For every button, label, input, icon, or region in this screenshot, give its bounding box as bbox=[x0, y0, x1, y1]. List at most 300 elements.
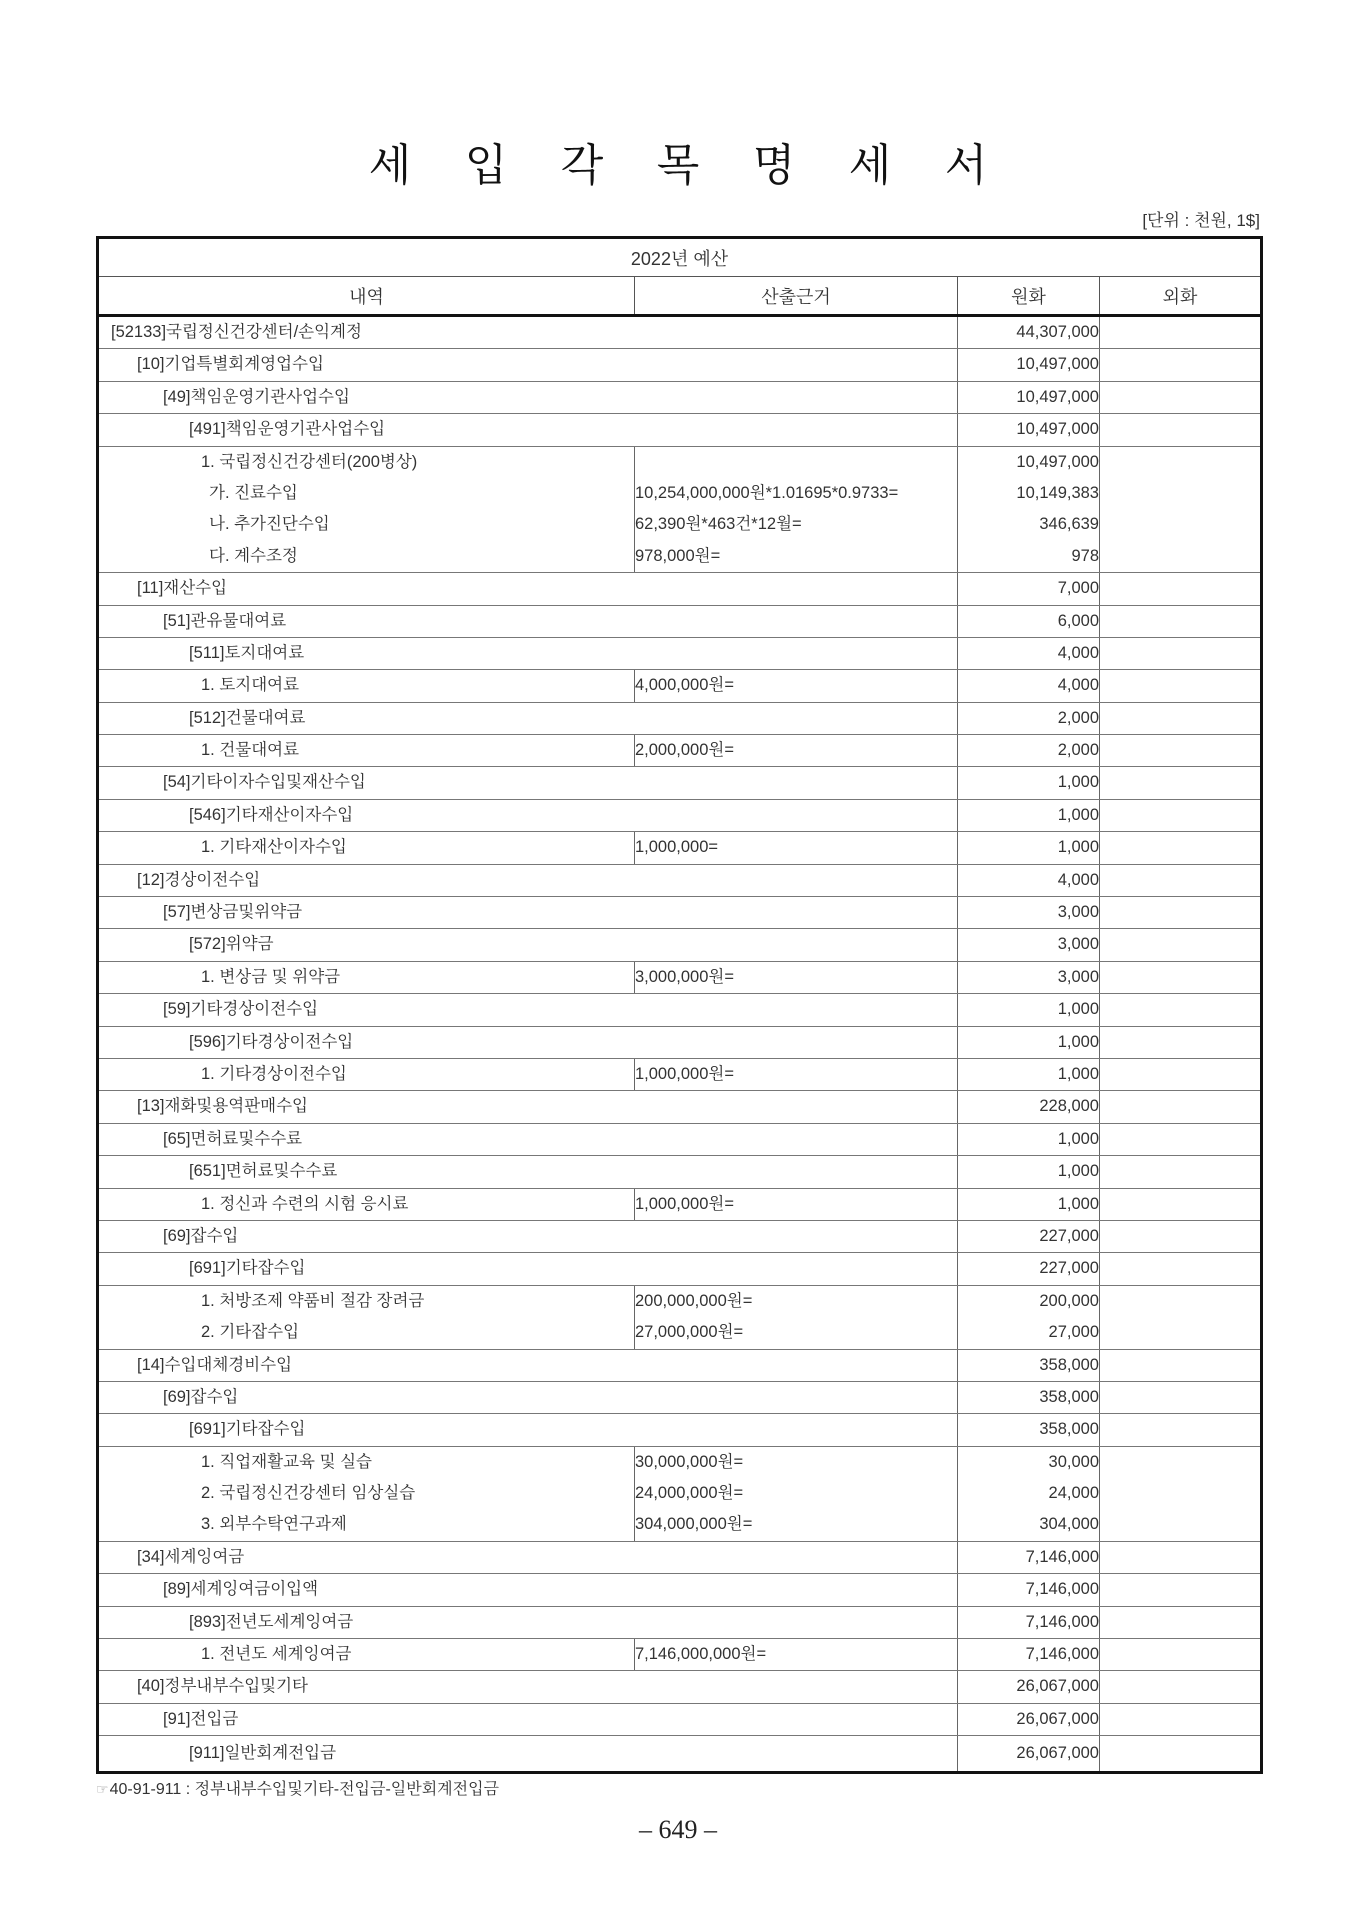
foreign-amount bbox=[1100, 865, 1260, 896]
item-description: 1. 국립정신건강센터(200병상) bbox=[201, 452, 418, 471]
foreign-amount bbox=[1100, 1382, 1260, 1413]
krw-amount: 358,000 bbox=[1039, 1420, 1099, 1439]
column-header-basis: 산출근거 bbox=[635, 277, 958, 316]
item-description: [572]위약금 bbox=[189, 935, 274, 954]
description-cell bbox=[98, 1220, 958, 1252]
title-char: 세 bbox=[368, 140, 412, 191]
krw-amount: 3,000 bbox=[1057, 967, 1099, 986]
calculation-basis: 1,000,000= bbox=[635, 838, 719, 857]
revenue-detail-table bbox=[96, 236, 1263, 1774]
foreign-amount-cell bbox=[1100, 1091, 1262, 1123]
item-description: [893]전년도세계잉여금 bbox=[189, 1612, 354, 1631]
krw-amount-cell bbox=[958, 1446, 1100, 1541]
table-row bbox=[98, 349, 1262, 381]
krw-amount-cell bbox=[958, 1349, 1100, 1381]
item-description: [65]면허료및수수료 bbox=[163, 1129, 303, 1148]
krw-amount: 200,000 bbox=[1039, 1291, 1099, 1310]
foreign-amount bbox=[1100, 1317, 1260, 1348]
krw-amount: 7,146,000 bbox=[1025, 1645, 1099, 1664]
krw-amount: 227,000 bbox=[1039, 1226, 1099, 1245]
krw-amount-cell bbox=[958, 864, 1100, 896]
item-description: [51]관유물대여료 bbox=[163, 611, 287, 630]
title-char: 서 bbox=[944, 140, 988, 191]
foreign-amount-cell bbox=[1100, 994, 1262, 1026]
description-cell bbox=[98, 446, 635, 573]
foreign-amount-cell bbox=[1100, 1349, 1262, 1381]
table-row bbox=[98, 1414, 1262, 1446]
table-row bbox=[98, 1703, 1262, 1735]
foreign-amount bbox=[1100, 573, 1260, 604]
krw-amount-cell bbox=[958, 1058, 1100, 1090]
foreign-amount bbox=[1100, 541, 1260, 572]
basis-cell bbox=[635, 1285, 958, 1349]
krw-amount-cell bbox=[958, 735, 1100, 767]
table-row bbox=[98, 605, 1262, 637]
item-description: [691]기타잡수입 bbox=[189, 1259, 306, 1278]
description-cell bbox=[98, 1703, 958, 1735]
table-row bbox=[98, 1446, 1262, 1541]
foreign-amount bbox=[1100, 1639, 1260, 1670]
basis-cell bbox=[635, 832, 958, 864]
basis-cell bbox=[635, 1639, 958, 1671]
foreign-amount-cell bbox=[1100, 1414, 1262, 1446]
foreign-amount bbox=[1100, 1509, 1260, 1540]
table-row bbox=[98, 316, 1262, 349]
krw-amount: 24,000 bbox=[1048, 1484, 1099, 1503]
krw-amount: 7,146,000 bbox=[1025, 1612, 1099, 1631]
calculation-basis: 1,000,000원= bbox=[635, 1064, 734, 1083]
foreign-amount-cell bbox=[1100, 605, 1262, 637]
table-row bbox=[98, 1574, 1262, 1606]
krw-amount: 30,000 bbox=[1048, 1452, 1099, 1471]
item-description: 1. 전년도 세계잉여금 bbox=[201, 1645, 352, 1664]
description-cell bbox=[98, 735, 635, 767]
krw-amount-cell bbox=[958, 799, 1100, 831]
krw-amount-cell bbox=[958, 637, 1100, 669]
krw-amount: 7,146,000 bbox=[1025, 1580, 1099, 1599]
item-description: [651]면허료및수수료 bbox=[189, 1162, 338, 1181]
krw-amount-cell bbox=[958, 1703, 1100, 1735]
item-description: 1. 기타경상이전수입 bbox=[201, 1064, 347, 1083]
calculation-basis: 2,000,000원= bbox=[635, 741, 734, 760]
item-description: 1. 처방조제 약품비 절감 장려금 bbox=[201, 1291, 425, 1310]
table-row bbox=[98, 670, 1262, 702]
krw-amount: 26,067,000 bbox=[1016, 1677, 1099, 1696]
krw-amount: 304,000 bbox=[1039, 1515, 1099, 1534]
budget-year-header: 2022년 예산 bbox=[98, 238, 1262, 277]
foreign-amount bbox=[1100, 606, 1260, 637]
footnote bbox=[96, 1778, 1356, 1800]
description-cell bbox=[98, 799, 958, 831]
item-description: 1. 건물대여료 bbox=[201, 741, 300, 760]
krw-amount: 44,307,000 bbox=[1016, 323, 1099, 341]
title-char: 명 bbox=[752, 140, 796, 191]
table-row bbox=[98, 446, 1262, 573]
krw-amount-cell bbox=[958, 1156, 1100, 1188]
krw-amount: 1,000 bbox=[1057, 838, 1099, 857]
foreign-amount bbox=[1100, 1189, 1260, 1220]
description-cell bbox=[98, 573, 958, 605]
krw-amount-cell bbox=[958, 1606, 1100, 1638]
krw-amount-cell bbox=[958, 1091, 1100, 1123]
foreign-amount-cell bbox=[1100, 1188, 1262, 1220]
krw-amount: 1,000 bbox=[1057, 1194, 1099, 1213]
table-row bbox=[98, 637, 1262, 669]
description-cell bbox=[98, 1156, 958, 1188]
item-description: [69]잡수입 bbox=[163, 1226, 239, 1245]
table-row bbox=[98, 1123, 1262, 1155]
table-row bbox=[98, 1156, 1262, 1188]
krw-amount: 978 bbox=[1071, 546, 1099, 565]
description-cell bbox=[98, 1606, 958, 1638]
basis-cell bbox=[635, 1058, 958, 1090]
calculation-basis: 978,000원= bbox=[635, 546, 721, 565]
basis-cell bbox=[635, 1188, 958, 1220]
foreign-amount bbox=[1100, 1350, 1260, 1381]
item-description: 1. 정신과 수련의 시험 응시료 bbox=[201, 1194, 409, 1213]
item-description: [911]일반회계전입금 bbox=[189, 1744, 337, 1763]
foreign-amount bbox=[1100, 1542, 1260, 1573]
item-description: [49]책임운영기관사업수입 bbox=[163, 387, 350, 406]
basis-cell bbox=[635, 961, 958, 993]
krw-amount-cell bbox=[958, 767, 1100, 799]
krw-amount-cell bbox=[958, 702, 1100, 734]
calculation-basis: 27,000,000원= bbox=[635, 1323, 744, 1342]
foreign-amount bbox=[1100, 1253, 1260, 1284]
column-header-description: 내역 bbox=[98, 277, 635, 316]
foreign-amount-cell bbox=[1100, 1156, 1262, 1188]
description-cell bbox=[98, 349, 958, 381]
description-cell bbox=[98, 832, 635, 864]
item-description: [57]변상금및위약금 bbox=[163, 903, 303, 922]
foreign-amount bbox=[1100, 767, 1260, 798]
krw-amount-cell bbox=[958, 1736, 1100, 1773]
description-cell bbox=[98, 1123, 958, 1155]
table-row bbox=[98, 1541, 1262, 1573]
foreign-amount-cell bbox=[1100, 446, 1262, 573]
calculation-basis: 4,000,000원= bbox=[635, 676, 734, 695]
table-row bbox=[98, 994, 1262, 1026]
krw-amount-cell bbox=[958, 670, 1100, 702]
foreign-amount bbox=[1100, 994, 1260, 1025]
krw-amount: 1,000 bbox=[1057, 805, 1099, 824]
item-description: 1. 토지대여료 bbox=[201, 676, 300, 695]
item-description: [12]경상이전수입 bbox=[137, 870, 261, 889]
item-description: [511]토지대여료 bbox=[189, 643, 305, 662]
foreign-amount bbox=[1100, 1607, 1260, 1638]
krw-amount: 346,639 bbox=[1039, 515, 1099, 534]
description-cell bbox=[98, 316, 958, 349]
description-cell bbox=[98, 1381, 958, 1413]
foreign-amount-cell bbox=[1100, 414, 1262, 446]
krw-amount: 3,000 bbox=[1057, 935, 1099, 954]
krw-amount: 1,000 bbox=[1057, 773, 1099, 792]
table-row bbox=[98, 735, 1262, 767]
table-row bbox=[98, 897, 1262, 929]
item-description: [52133]국립정신건강센터/손익계정 bbox=[111, 323, 362, 341]
foreign-amount-cell bbox=[1100, 929, 1262, 961]
foreign-amount-cell bbox=[1100, 1253, 1262, 1285]
calculation-basis: 10,254,000,000원*1.01695*0.9733= bbox=[635, 483, 899, 502]
foreign-amount-cell bbox=[1100, 1703, 1262, 1735]
foreign-amount-cell bbox=[1100, 897, 1262, 929]
foreign-amount-cell bbox=[1100, 799, 1262, 831]
krw-amount: 1,000 bbox=[1057, 1129, 1099, 1148]
krw-amount: 4,000 bbox=[1057, 643, 1099, 662]
item-description: [596]기타경상이전수입 bbox=[189, 1032, 354, 1051]
foreign-amount bbox=[1100, 1447, 1260, 1478]
item-description: [546]기타재산이자수입 bbox=[189, 805, 354, 824]
krw-amount: 1,000 bbox=[1057, 1064, 1099, 1083]
krw-amount-cell bbox=[958, 1253, 1100, 1285]
table-row bbox=[98, 1639, 1262, 1671]
item-description: [34]세계잉여금 bbox=[137, 1547, 245, 1566]
foreign-amount-cell bbox=[1100, 1639, 1262, 1671]
krw-amount-cell bbox=[958, 1671, 1100, 1703]
item-description: [11]재산수입 bbox=[137, 579, 228, 598]
foreign-amount bbox=[1100, 1156, 1260, 1187]
krw-amount-cell bbox=[958, 446, 1100, 573]
item-description: 1. 기타재산이자수입 bbox=[201, 838, 347, 857]
item-description: [691]기타잡수입 bbox=[189, 1420, 306, 1439]
basis-cell bbox=[635, 670, 958, 702]
foreign-amount bbox=[1100, 897, 1260, 928]
description-cell bbox=[98, 1058, 635, 1090]
item-description: 2. 국립정신건강센터 임상실습 bbox=[201, 1484, 416, 1503]
item-description: 1. 직업재활교육 및 실습 bbox=[201, 1452, 372, 1471]
foreign-amount bbox=[1100, 1091, 1260, 1122]
foreign-amount-cell bbox=[1100, 702, 1262, 734]
foreign-amount bbox=[1100, 478, 1260, 509]
table-row bbox=[98, 1736, 1262, 1773]
item-description: [54]기타이자수입및재산수입 bbox=[163, 773, 366, 792]
foreign-amount bbox=[1100, 382, 1260, 413]
foreign-amount bbox=[1100, 1736, 1260, 1771]
item-description: [91]전입금 bbox=[163, 1709, 239, 1728]
krw-amount-cell bbox=[958, 961, 1100, 993]
krw-amount-cell bbox=[958, 832, 1100, 864]
foreign-amount-cell bbox=[1100, 637, 1262, 669]
foreign-amount-cell bbox=[1100, 1736, 1262, 1773]
item-description: [59]기타경상이전수입 bbox=[163, 1000, 319, 1019]
foreign-amount bbox=[1100, 929, 1260, 960]
foreign-amount-cell bbox=[1100, 573, 1262, 605]
krw-amount-cell bbox=[958, 316, 1100, 349]
foreign-amount bbox=[1100, 1414, 1260, 1445]
description-cell bbox=[98, 637, 958, 669]
foreign-amount-cell bbox=[1100, 1381, 1262, 1413]
foreign-amount bbox=[1100, 317, 1260, 348]
foreign-amount-cell bbox=[1100, 1220, 1262, 1252]
table-row bbox=[98, 767, 1262, 799]
basis-cell bbox=[635, 446, 958, 573]
krw-amount-cell bbox=[958, 1414, 1100, 1446]
krw-amount: 10,497,000 bbox=[1016, 355, 1099, 374]
description-cell bbox=[98, 1188, 635, 1220]
krw-amount: 2,000 bbox=[1057, 741, 1099, 760]
title-char: 각 bbox=[560, 140, 604, 191]
foreign-amount-cell bbox=[1100, 767, 1262, 799]
footnote-text: 40-91-911 : 정부내부수입및기타-전입금-일반회계전입금 bbox=[109, 1781, 499, 1799]
krw-amount-cell bbox=[958, 1123, 1100, 1155]
foreign-amount-cell bbox=[1100, 1026, 1262, 1058]
table-row bbox=[98, 832, 1262, 864]
foreign-amount bbox=[1100, 1574, 1260, 1605]
krw-amount: 4,000 bbox=[1057, 676, 1099, 695]
description-cell bbox=[98, 1639, 635, 1671]
table-row bbox=[98, 1349, 1262, 1381]
foreign-amount bbox=[1100, 509, 1260, 540]
foreign-amount bbox=[1100, 1124, 1260, 1155]
item-description: 다. 계수조정 bbox=[209, 546, 298, 565]
description-cell bbox=[98, 1574, 958, 1606]
foreign-amount-cell bbox=[1100, 381, 1262, 413]
krw-amount: 27,000 bbox=[1048, 1323, 1099, 1342]
table-row bbox=[98, 1381, 1262, 1413]
foreign-amount bbox=[1100, 414, 1260, 445]
krw-amount: 227,000 bbox=[1039, 1259, 1099, 1278]
foreign-amount bbox=[1100, 447, 1260, 478]
krw-amount: 7,000 bbox=[1057, 579, 1099, 598]
krw-amount: 10,497,000 bbox=[1016, 387, 1099, 406]
description-cell bbox=[98, 381, 958, 413]
krw-amount: 10,497,000 bbox=[1016, 452, 1099, 471]
item-description: [14]수입대체경비수입 bbox=[137, 1355, 293, 1374]
foreign-amount bbox=[1100, 800, 1260, 831]
foreign-amount-cell bbox=[1100, 1606, 1262, 1638]
krw-amount-cell bbox=[958, 605, 1100, 637]
foreign-amount-cell bbox=[1100, 1285, 1262, 1349]
krw-amount-cell bbox=[958, 1220, 1100, 1252]
description-cell bbox=[98, 1446, 635, 1541]
page-title bbox=[0, 138, 1356, 194]
calculation-basis: 304,000,000원= bbox=[635, 1515, 753, 1534]
description-cell bbox=[98, 1736, 958, 1773]
table-row bbox=[98, 1058, 1262, 1090]
table-row bbox=[98, 961, 1262, 993]
foreign-amount bbox=[1100, 1704, 1260, 1735]
calculation-basis: 7,146,000,000원= bbox=[635, 1645, 767, 1664]
item-description: [13]재화및용역판매수입 bbox=[137, 1097, 308, 1116]
krw-amount: 7,146,000 bbox=[1025, 1547, 1099, 1566]
table-row bbox=[98, 702, 1262, 734]
item-description: [89]세계잉여금이입액 bbox=[163, 1580, 319, 1599]
table-row bbox=[98, 1026, 1262, 1058]
basis-cell bbox=[635, 735, 958, 767]
item-description: 나. 추가진단수입 bbox=[209, 515, 330, 534]
item-description: 1. 변상금 및 위약금 bbox=[201, 967, 341, 986]
foreign-amount-cell bbox=[1100, 1671, 1262, 1703]
description-cell bbox=[98, 961, 635, 993]
foreign-amount-cell bbox=[1100, 864, 1262, 896]
table-row bbox=[98, 1253, 1262, 1285]
description-cell bbox=[98, 1285, 635, 1349]
krw-amount: 26,067,000 bbox=[1016, 1709, 1099, 1728]
foreign-amount bbox=[1100, 1221, 1260, 1252]
foreign-amount-cell bbox=[1100, 670, 1262, 702]
item-description: 가. 진료수입 bbox=[209, 483, 298, 502]
table-row bbox=[98, 381, 1262, 413]
table-row bbox=[98, 1671, 1262, 1703]
foreign-amount-cell bbox=[1100, 735, 1262, 767]
pointing-hand-icon: ☞ bbox=[96, 1781, 109, 1798]
krw-amount: 10,497,000 bbox=[1016, 420, 1099, 439]
column-header-foreign: 외화 bbox=[1100, 277, 1262, 316]
title-char: 세 bbox=[848, 140, 892, 191]
krw-amount-cell bbox=[958, 381, 1100, 413]
krw-amount-cell bbox=[958, 1574, 1100, 1606]
krw-amount: 2,000 bbox=[1057, 708, 1099, 727]
title-char: 목 bbox=[656, 140, 700, 191]
description-cell bbox=[98, 994, 958, 1026]
foreign-amount bbox=[1100, 703, 1260, 734]
krw-amount-cell bbox=[958, 1639, 1100, 1671]
description-cell bbox=[98, 1671, 958, 1703]
krw-amount: 1,000 bbox=[1057, 1162, 1099, 1181]
krw-amount: 3,000 bbox=[1057, 903, 1099, 922]
table-row bbox=[98, 929, 1262, 961]
description-cell bbox=[98, 670, 635, 702]
krw-amount-cell bbox=[958, 414, 1100, 446]
table-row bbox=[98, 1188, 1262, 1220]
calculation-basis: 3,000,000원= bbox=[635, 967, 734, 986]
krw-amount-cell bbox=[958, 573, 1100, 605]
foreign-amount-cell bbox=[1100, 1058, 1262, 1090]
description-cell bbox=[98, 1091, 958, 1123]
krw-amount-cell bbox=[958, 349, 1100, 381]
foreign-amount bbox=[1100, 735, 1260, 766]
foreign-amount-cell bbox=[1100, 1574, 1262, 1606]
table-row bbox=[98, 573, 1262, 605]
krw-amount: 4,000 bbox=[1057, 870, 1099, 889]
foreign-amount bbox=[1100, 1286, 1260, 1317]
description-cell bbox=[98, 767, 958, 799]
description-cell bbox=[98, 1541, 958, 1573]
foreign-amount bbox=[1100, 1027, 1260, 1058]
foreign-amount-cell bbox=[1100, 1446, 1262, 1541]
description-cell bbox=[98, 414, 958, 446]
table-row bbox=[98, 1220, 1262, 1252]
item-description: 3. 외부수탁연구과제 bbox=[201, 1515, 347, 1534]
calculation-basis: 200,000,000원= bbox=[635, 1291, 753, 1310]
item-description: [69]잡수입 bbox=[163, 1387, 239, 1406]
description-cell bbox=[98, 1349, 958, 1381]
foreign-amount-cell bbox=[1100, 349, 1262, 381]
calculation-basis: 24,000,000원= bbox=[635, 1484, 744, 1503]
krw-amount-cell bbox=[958, 1541, 1100, 1573]
title-char: 입 bbox=[464, 140, 508, 191]
foreign-amount bbox=[1100, 962, 1260, 993]
description-cell bbox=[98, 897, 958, 929]
krw-amount-cell bbox=[958, 1188, 1100, 1220]
krw-amount: 358,000 bbox=[1039, 1355, 1099, 1374]
krw-amount: 10,149,383 bbox=[1016, 483, 1099, 502]
item-description: [512]건물대여료 bbox=[189, 708, 306, 727]
column-header-krw: 원화 bbox=[958, 277, 1100, 316]
calculation-basis: 1,000,000원= bbox=[635, 1194, 734, 1213]
foreign-amount bbox=[1100, 670, 1260, 701]
calculation-basis: 30,000,000원= bbox=[635, 1452, 744, 1471]
krw-amount: 358,000 bbox=[1039, 1387, 1099, 1406]
unit-label-row bbox=[96, 210, 1260, 236]
foreign-amount bbox=[1100, 1671, 1260, 1702]
krw-amount: 1,000 bbox=[1057, 1032, 1099, 1051]
description-cell bbox=[98, 864, 958, 896]
table-column-header-row bbox=[98, 277, 1262, 316]
page-number: – 649 – bbox=[639, 1815, 717, 1845]
table-row bbox=[98, 799, 1262, 831]
description-cell bbox=[98, 1026, 958, 1058]
